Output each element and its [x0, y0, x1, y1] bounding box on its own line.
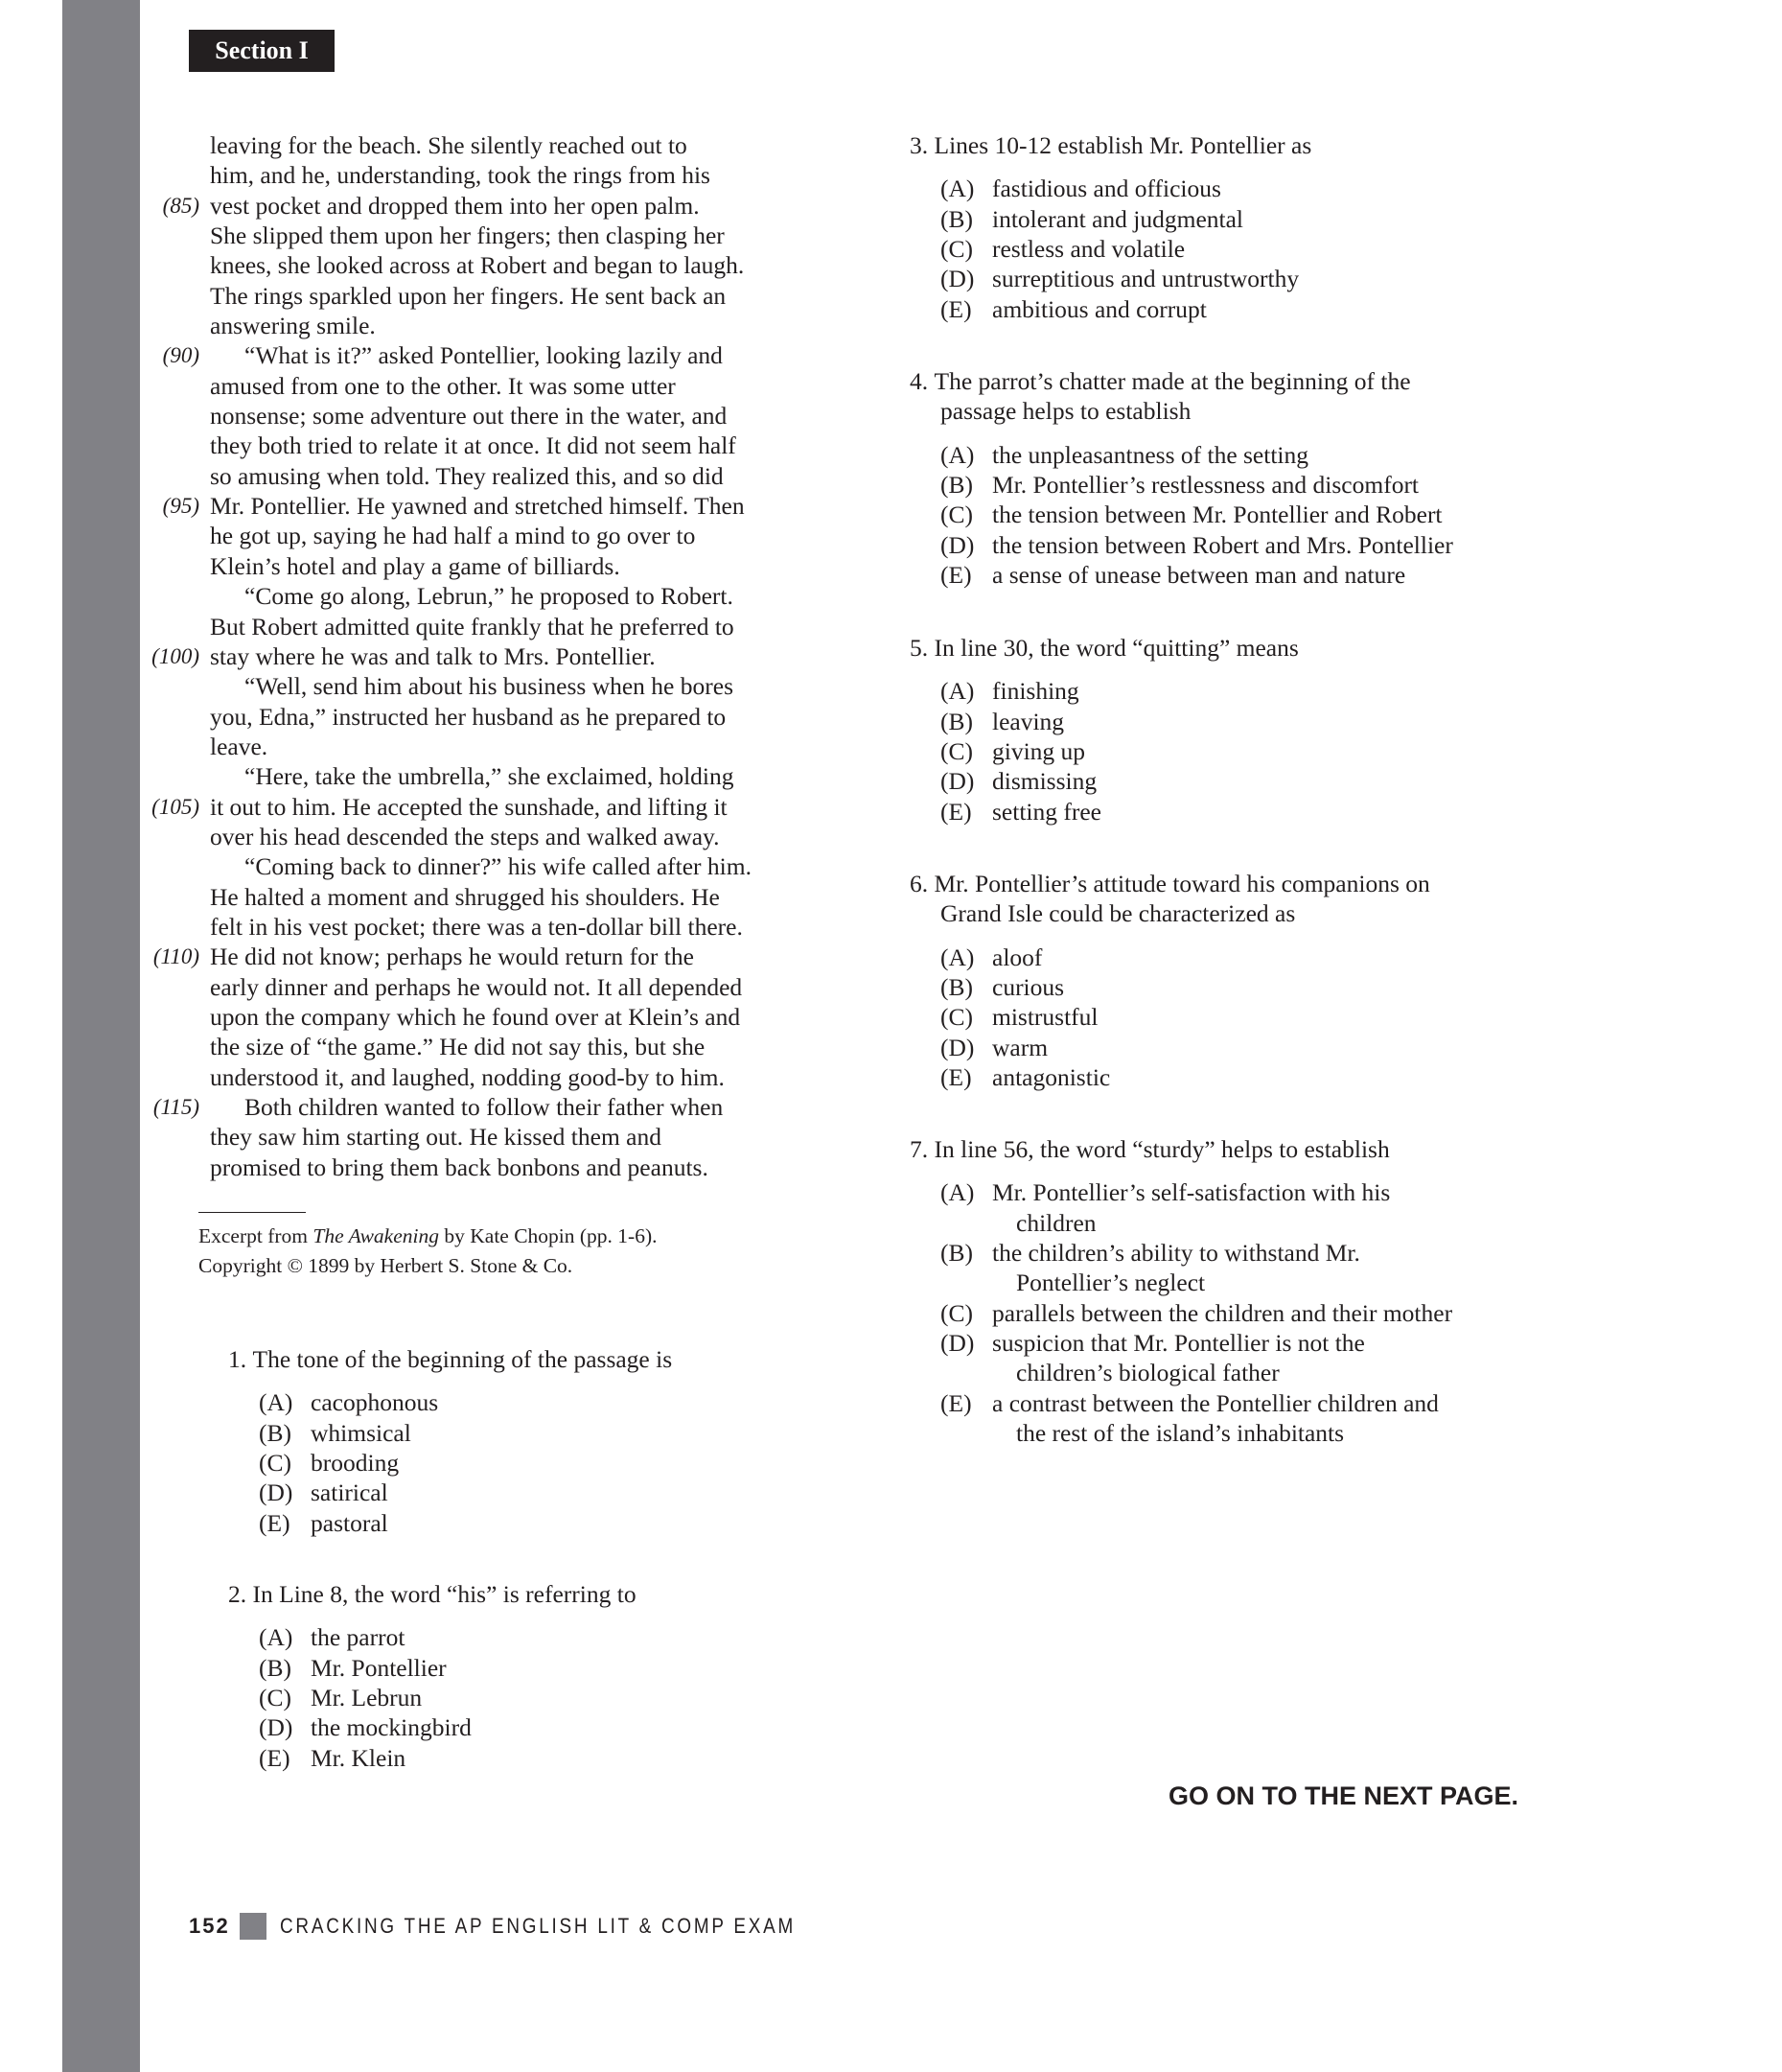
option-text: mistrustful	[992, 1003, 1099, 1032]
passage-text: The rings sparkled upon her fingers. He sent back an	[210, 281, 727, 310]
option-text: whimsical	[311, 1418, 411, 1447]
option-text: ambitious and corrupt	[992, 294, 1207, 323]
option-label: (D)	[940, 265, 975, 293]
passage-text: the size of “the game.” He did not say this, but she	[210, 1033, 706, 1061]
answer-option	[940, 204, 1311, 234]
option-label: (B)	[259, 1418, 291, 1447]
answer-options	[910, 943, 1430, 1093]
answer-option	[940, 707, 1299, 736]
passage-text: leave.	[210, 732, 268, 760]
passage-text: over his head descended the steps and walked away.	[210, 822, 720, 850]
line-number: (110)	[152, 944, 199, 969]
option-label: (E)	[259, 1508, 290, 1537]
answer-option	[940, 972, 1430, 1002]
passage-line	[144, 882, 834, 912]
passage-text: felt in his vest pocket; there was a ten-dollar bill there.	[210, 912, 743, 941]
answer-option	[940, 264, 1311, 293]
passage-line	[144, 942, 834, 971]
answer-option	[259, 1712, 636, 1742]
option-text: restless and volatile	[992, 235, 1186, 264]
option-text: brooding	[311, 1449, 400, 1478]
citation-suffix: by Kate Chopin (pp. 1-6).	[439, 1224, 658, 1247]
passage-text: “Coming back to dinner?” his wife called after him.	[244, 852, 752, 881]
option-label: (B)	[940, 1239, 973, 1268]
question-stem: 7. In line 56, the word “sturdy” helps to establish	[910, 1135, 1390, 1163]
option-text: aloof	[992, 943, 1043, 971]
passage-text: it out to him. He accepted the sunshade, and lifting it	[210, 792, 728, 821]
passage-line	[144, 972, 834, 1002]
passage-line	[144, 612, 834, 641]
passage-text: you, Edna,” instructed her husband as he prepared to	[210, 702, 727, 731]
passage-text: Both children wanted to follow their father when	[244, 1093, 724, 1121]
citation-rule	[198, 1212, 306, 1213]
citation-prefix: Excerpt from	[198, 1224, 313, 1247]
passage-line	[144, 551, 834, 581]
passage-line	[144, 702, 834, 732]
answer-option	[940, 1298, 1452, 1328]
passage-line	[144, 521, 834, 550]
option-label: (D)	[940, 1329, 975, 1358]
answer-option	[940, 1238, 1452, 1298]
passage-text: early dinner and perhaps he would not. It all depended	[210, 972, 743, 1001]
line-number: (90)	[162, 343, 199, 368]
passage-text: nonsense; some adventure out there in the water, and	[210, 402, 728, 431]
option-text: a contrast between the Pontellier children and the rest of the island’s inhabitants	[992, 1388, 1439, 1448]
option-text: the tension between Robert and Mrs. Pontellier	[992, 530, 1453, 559]
answer-option	[259, 1448, 672, 1478]
passage-text: “What is it?” asked Pontellier, looking lazily and	[244, 341, 723, 370]
passage-text: Mr. Pontellier. He yawned and stretched himself. Then	[210, 492, 745, 521]
option-text: a sense of unease between man and nature	[992, 561, 1406, 590]
option-text: pastoral	[311, 1508, 388, 1537]
question-4	[910, 366, 1453, 590]
answer-option	[259, 1622, 636, 1652]
option-text: finishing	[992, 677, 1079, 706]
question-stem: 1. The tone of the beginning of the passage is	[228, 1345, 673, 1373]
passage-line	[144, 822, 834, 851]
passage-line	[144, 851, 834, 881]
passage-text: “Come go along, Lebrun,” he proposed to Robert.	[244, 582, 733, 611]
option-text: fastidious and officious	[992, 175, 1221, 203]
passage-line	[144, 761, 834, 791]
option-label: (B)	[940, 204, 973, 233]
question-stem: 5. In line 30, the word “quitting” means	[910, 634, 1299, 662]
answer-options	[910, 174, 1311, 324]
question-stem: 6. Mr. Pontellier’s attitude toward his companions on Grand Isle could be characterized as	[910, 870, 1430, 928]
option-label: (E)	[940, 561, 972, 590]
passage-line	[144, 581, 834, 611]
answer-option	[940, 1388, 1452, 1449]
passage-line	[144, 641, 834, 671]
option-label: (C)	[259, 1684, 291, 1712]
passage-line	[144, 1092, 834, 1122]
passage-line	[144, 1152, 834, 1182]
passage-text: answering smile.	[210, 312, 376, 340]
passage-text: so amusing when told. They realized this, and so did	[210, 461, 724, 490]
passage-text: He halted a moment and shrugged his shoulders. He	[210, 882, 720, 911]
line-number: (95)	[162, 494, 199, 519]
answer-option	[940, 440, 1453, 470]
option-label: (C)	[940, 501, 973, 529]
answer-options	[910, 1177, 1452, 1448]
passage-line	[144, 371, 834, 401]
answer-option	[940, 530, 1453, 560]
line-number: (105)	[151, 794, 199, 819]
option-text: intolerant and judgmental	[992, 204, 1244, 233]
passage-text: But Robert admitted quite frankly that he preferred to	[210, 612, 734, 640]
passage-text: leaving for the beach. She silently reached out to	[210, 131, 687, 159]
option-label: (A)	[940, 1178, 975, 1207]
option-text: Mr. Klein	[311, 1743, 406, 1772]
answer-options	[228, 1387, 672, 1538]
question-1	[228, 1344, 672, 1538]
option-label: (D)	[940, 1033, 975, 1061]
passage-text: vest pocket and dropped them into her open palm.	[210, 191, 700, 220]
answer-option	[259, 1508, 672, 1538]
passage-text: “Here, take the umbrella,” she exclaimed, holding	[244, 762, 734, 791]
passage-text: “Well, send him about his business when he bores	[244, 672, 733, 701]
passage-line	[144, 1032, 834, 1061]
passage-line	[144, 461, 834, 491]
answer-option	[940, 1177, 1452, 1238]
option-label: (C)	[940, 235, 973, 264]
section-label: Section I	[189, 30, 335, 72]
option-text: antagonistic	[992, 1063, 1111, 1092]
option-text: cacophonous	[311, 1388, 439, 1417]
passage-text: understood it, and laughed, nodding good-by to him.	[210, 1062, 725, 1091]
option-text: Mr. Pontellier’s self-satisfaction with his children	[992, 1178, 1391, 1237]
option-label: (D)	[259, 1713, 293, 1742]
question-2	[228, 1579, 636, 1773]
option-text: setting free	[992, 797, 1101, 826]
passage-line	[144, 1122, 834, 1152]
passage-line	[144, 912, 834, 942]
passage-line	[144, 191, 834, 221]
option-text: suspicion that Mr. Pontellier is not the children’s biological father	[992, 1329, 1365, 1387]
option-text: the unpleasantness of the setting	[992, 440, 1309, 469]
page-footer	[189, 1912, 879, 1941]
passage-line	[144, 340, 834, 370]
option-text: satirical	[311, 1478, 388, 1507]
option-text: the tension between Mr. Pontellier and Robert	[992, 501, 1443, 529]
passage-line	[144, 401, 834, 431]
answer-option	[259, 1418, 672, 1448]
passage-text: He did not know; perhaps he would return for the	[210, 943, 694, 971]
answer-option	[259, 1653, 636, 1683]
citation-title: The Awakening	[312, 1224, 439, 1247]
page-number: 152	[189, 1914, 230, 1938]
passage-text: they both tried to relate it at once. It did not seem half	[210, 431, 736, 460]
option-label: (B)	[259, 1653, 291, 1682]
option-text: giving up	[992, 737, 1086, 766]
go-on-notice: GO ON TO THE NEXT PAGE.	[1169, 1781, 1519, 1810]
answer-option	[940, 766, 1299, 796]
option-label: (E)	[259, 1743, 290, 1772]
passage-text: She slipped them upon her fingers; then clasping her	[210, 221, 725, 250]
option-label: (B)	[940, 471, 973, 500]
answer-option	[259, 1478, 672, 1507]
passage-line	[144, 250, 834, 280]
question-6	[910, 869, 1430, 1092]
line-number: (115)	[152, 1095, 199, 1119]
passage-text: upon the company which he found over at Klein’s and	[210, 1002, 741, 1031]
question-3	[910, 130, 1311, 324]
option-label: (B)	[940, 973, 973, 1002]
option-label: (E)	[940, 294, 972, 323]
answer-option	[259, 1683, 636, 1712]
passage-line	[144, 1002, 834, 1032]
answer-option	[940, 797, 1299, 826]
option-text: surreptitious and untrustworthy	[992, 265, 1300, 293]
answer-option	[940, 1062, 1430, 1092]
question-5	[910, 633, 1299, 826]
line-number: (100)	[151, 643, 199, 668]
page-edge-bar	[62, 0, 140, 2072]
answer-options	[910, 676, 1299, 826]
option-label: (D)	[940, 530, 975, 559]
option-text: curious	[992, 973, 1065, 1002]
option-label: (A)	[940, 175, 975, 203]
citation	[198, 1222, 658, 1281]
passage-text: amused from one to the other. It was some utter	[210, 371, 676, 400]
question-7	[910, 1134, 1452, 1448]
option-label: (D)	[259, 1478, 293, 1507]
answer-option	[259, 1387, 672, 1417]
option-text: parallels between the children and their mother	[992, 1298, 1453, 1327]
answer-option	[940, 676, 1299, 706]
passage-text: he got up, saying he had half a mind to go over to	[210, 522, 696, 550]
answer-option	[940, 234, 1311, 264]
option-label: (E)	[940, 1388, 972, 1417]
answer-options	[228, 1622, 636, 1773]
passage-line	[144, 431, 834, 460]
passage-line	[144, 281, 834, 311]
answer-option	[940, 470, 1453, 500]
answer-option	[940, 943, 1430, 972]
answer-option	[940, 294, 1311, 324]
passage-text: stay where he was and talk to Mrs. Pontellier.	[210, 641, 656, 670]
answer-option	[940, 1328, 1452, 1388]
passage-text: promised to bring them back bonbons and peanuts.	[210, 1152, 708, 1181]
option-label: (B)	[940, 707, 973, 735]
footer-square-icon	[240, 1913, 266, 1940]
option-label: (E)	[940, 1063, 972, 1092]
option-label: (E)	[940, 797, 972, 826]
passage-line	[144, 732, 834, 761]
option-label: (A)	[259, 1623, 293, 1652]
option-label: (A)	[259, 1388, 293, 1417]
passage-line	[144, 792, 834, 822]
passage-line	[144, 1062, 834, 1092]
option-label: (A)	[940, 677, 975, 706]
option-label: (C)	[940, 1298, 973, 1327]
option-text: Mr. Pontellier’s restlessness and discomfort	[992, 471, 1420, 500]
answer-option	[940, 174, 1311, 203]
option-text: the mockingbird	[311, 1713, 472, 1742]
question-stem: 3. Lines 10-12 establish Mr. Pontellier as	[910, 131, 1312, 159]
question-stem: 4. The parrot’s chatter made at the beginning of the passage helps to establish	[910, 367, 1411, 426]
passage-text: him, and he, understanding, took the rings from his	[210, 161, 710, 190]
option-text: the children’s ability to withstand Mr. Pontellier’s neglect	[992, 1239, 1360, 1297]
line-number: (85)	[162, 193, 199, 218]
passage-line	[144, 160, 834, 190]
passage-line	[144, 311, 834, 340]
option-text: leaving	[992, 707, 1065, 735]
option-label: (C)	[940, 737, 973, 766]
passage-text: knees, she looked across at Robert and began to laugh.	[210, 251, 745, 280]
answer-option	[259, 1743, 636, 1773]
option-label: (A)	[940, 440, 975, 469]
answer-option	[940, 560, 1453, 590]
citation-copyright: Copyright © 1899 by Herbert S. Stone & Co.	[198, 1254, 573, 1277]
option-label: (D)	[940, 767, 975, 796]
passage-line	[144, 491, 834, 521]
option-label: (A)	[940, 943, 975, 971]
passage-line	[144, 671, 834, 701]
option-text: Mr. Lebrun	[311, 1684, 423, 1712]
option-text: Mr. Pontellier	[311, 1653, 447, 1682]
passage-line	[144, 221, 834, 250]
answer-option	[940, 1002, 1430, 1032]
answer-option	[940, 1033, 1430, 1062]
answer-options	[910, 440, 1453, 591]
answer-option	[940, 736, 1299, 766]
passage-text: they saw him starting out. He kissed them and	[210, 1123, 661, 1152]
passage	[144, 130, 834, 1182]
option-text: the parrot	[311, 1623, 405, 1652]
answer-option	[940, 500, 1453, 529]
option-label: (C)	[940, 1003, 973, 1032]
passage-line	[144, 130, 834, 160]
passage-text: Klein’s hotel and play a game of billiards.	[210, 551, 620, 580]
option-text: warm	[992, 1033, 1049, 1061]
option-label: (C)	[259, 1449, 291, 1478]
book-title: CRACKING THE AP ENGLISH LIT & COMP EXAM	[279, 1914, 796, 1938]
question-stem: 2. In Line 8, the word “his” is referring to	[228, 1580, 636, 1608]
option-text: dismissing	[992, 767, 1098, 796]
